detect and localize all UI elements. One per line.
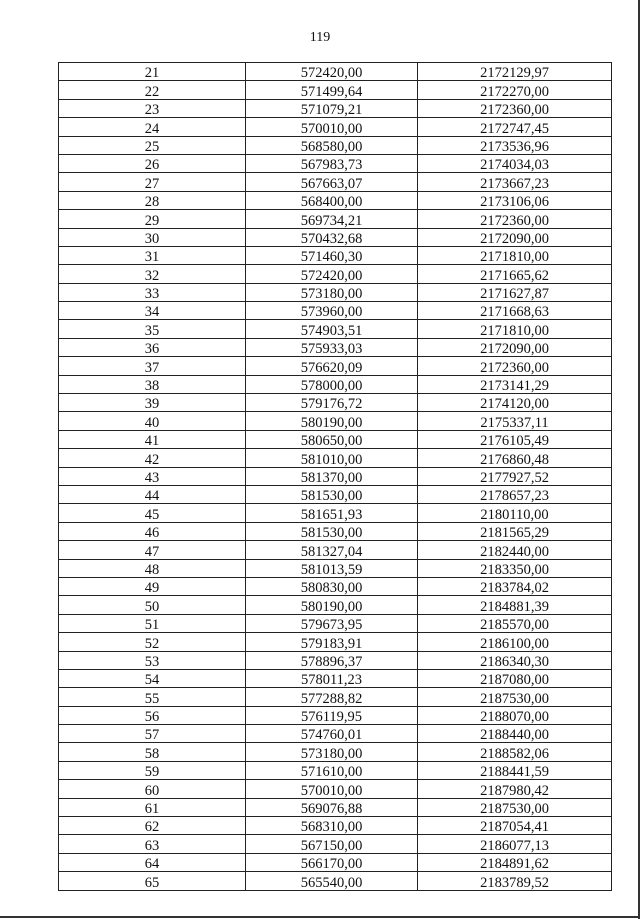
point-number-cell: 26: [59, 154, 246, 172]
table-row: [59, 246, 612, 264]
table-row: [59, 173, 612, 191]
table-row: [59, 835, 612, 853]
y-coordinate-cell: 2175337,11: [418, 412, 612, 430]
x-coordinate-cell: 576620,09: [246, 357, 418, 375]
x-coordinate-cell: 578011,23: [246, 669, 418, 687]
x-coordinate-cell: 573960,00: [246, 302, 418, 320]
x-coordinate-cell: 568310,00: [246, 817, 418, 835]
x-coordinate-cell: 580650,00: [246, 430, 418, 448]
y-coordinate-cell: 2173536,96: [418, 136, 612, 154]
table-row: [59, 541, 612, 559]
y-coordinate-cell: 2187054,41: [418, 817, 612, 835]
x-coordinate-cell: 566170,00: [246, 853, 418, 871]
point-number-cell: 31: [59, 246, 246, 264]
table-row: [59, 394, 612, 412]
point-number-cell: 56: [59, 706, 246, 724]
table-row: [59, 320, 612, 338]
point-number-cell: 50: [59, 596, 246, 614]
table-row: [59, 449, 612, 467]
x-coordinate-cell: 570010,00: [246, 780, 418, 798]
y-coordinate-cell: 2171810,00: [418, 320, 612, 338]
table-row: [59, 743, 612, 761]
x-coordinate-cell: 580190,00: [246, 596, 418, 614]
point-number-cell: 27: [59, 173, 246, 191]
x-coordinate-cell: 577288,82: [246, 688, 418, 706]
point-number-cell: 49: [59, 577, 246, 595]
point-number-cell: 59: [59, 761, 246, 779]
point-number-cell: 25: [59, 136, 246, 154]
x-coordinate-cell: 581530,00: [246, 522, 418, 540]
point-number-cell: 23: [59, 99, 246, 117]
table-row: [59, 780, 612, 798]
table-row: [59, 853, 612, 871]
y-coordinate-cell: 2172090,00: [418, 338, 612, 356]
table-row: [59, 633, 612, 651]
table-row: [59, 136, 612, 154]
point-number-cell: 39: [59, 394, 246, 412]
x-coordinate-cell: 579673,95: [246, 614, 418, 632]
table-row: [59, 688, 612, 706]
x-coordinate-cell: 580190,00: [246, 412, 418, 430]
y-coordinate-cell: 2176105,49: [418, 430, 612, 448]
point-number-cell: 46: [59, 522, 246, 540]
point-number-cell: 40: [59, 412, 246, 430]
point-number-cell: 30: [59, 228, 246, 246]
y-coordinate-cell: 2181565,29: [418, 522, 612, 540]
x-coordinate-cell: 571460,30: [246, 246, 418, 264]
point-number-cell: 33: [59, 283, 246, 301]
y-coordinate-cell: 2172360,00: [418, 357, 612, 375]
x-coordinate-cell: 573180,00: [246, 743, 418, 761]
y-coordinate-cell: 2171810,00: [418, 246, 612, 264]
table-row: [59, 669, 612, 687]
y-coordinate-cell: 2187980,42: [418, 780, 612, 798]
y-coordinate-cell: 2187530,00: [418, 798, 612, 816]
x-coordinate-cell: 581010,00: [246, 449, 418, 467]
table-row: [59, 614, 612, 632]
point-number-cell: 37: [59, 357, 246, 375]
table-row: [59, 798, 612, 816]
point-number-cell: 21: [59, 63, 246, 81]
y-coordinate-cell: 2173106,06: [418, 191, 612, 209]
y-coordinate-cell: 2187530,00: [418, 688, 612, 706]
x-coordinate-cell: 573180,00: [246, 283, 418, 301]
point-number-cell: 32: [59, 265, 246, 283]
point-number-cell: 52: [59, 633, 246, 651]
x-coordinate-cell: 565540,00: [246, 872, 418, 890]
table-row: [59, 706, 612, 724]
y-coordinate-cell: 2188441,59: [418, 761, 612, 779]
y-coordinate-cell: 2172747,45: [418, 118, 612, 136]
x-coordinate-cell: 569734,21: [246, 210, 418, 228]
table-row: [59, 559, 612, 577]
scan-edge-bottom: [0, 916, 640, 918]
x-coordinate-cell: 579183,91: [246, 633, 418, 651]
y-coordinate-cell: 2172270,00: [418, 81, 612, 99]
point-number-cell: 54: [59, 669, 246, 687]
x-coordinate-cell: 581370,00: [246, 467, 418, 485]
y-coordinate-cell: 2172360,00: [418, 99, 612, 117]
y-coordinate-cell: 2186077,13: [418, 835, 612, 853]
table-row: [59, 357, 612, 375]
point-number-cell: 47: [59, 541, 246, 559]
coordinates-table-body: [59, 63, 612, 891]
point-number-cell: 22: [59, 81, 246, 99]
x-coordinate-cell: 567663,07: [246, 173, 418, 191]
y-coordinate-cell: 2178657,23: [418, 485, 612, 503]
y-coordinate-cell: 2172129,97: [418, 63, 612, 81]
point-number-cell: 43: [59, 467, 246, 485]
table-row: [59, 412, 612, 430]
y-coordinate-cell: 2183784,02: [418, 577, 612, 595]
x-coordinate-cell: 581530,00: [246, 485, 418, 503]
point-number-cell: 28: [59, 191, 246, 209]
table-row: [59, 596, 612, 614]
x-coordinate-cell: 569076,88: [246, 798, 418, 816]
point-number-cell: 53: [59, 651, 246, 669]
point-number-cell: 62: [59, 817, 246, 835]
point-number-cell: 55: [59, 688, 246, 706]
table-row: [59, 504, 612, 522]
y-coordinate-cell: 2188070,00: [418, 706, 612, 724]
x-coordinate-cell: 575933,03: [246, 338, 418, 356]
y-coordinate-cell: 2188582,06: [418, 743, 612, 761]
table-row: [59, 817, 612, 835]
x-coordinate-cell: 581651,93: [246, 504, 418, 522]
y-coordinate-cell: 2174120,00: [418, 394, 612, 412]
x-coordinate-cell: 580830,00: [246, 577, 418, 595]
y-coordinate-cell: 2173141,29: [418, 375, 612, 393]
table-row: [59, 522, 612, 540]
table-row: [59, 81, 612, 99]
x-coordinate-cell: 576119,95: [246, 706, 418, 724]
point-number-cell: 61: [59, 798, 246, 816]
point-number-cell: 60: [59, 780, 246, 798]
point-number-cell: 45: [59, 504, 246, 522]
page-number: 119: [309, 30, 331, 45]
point-number-cell: 38: [59, 375, 246, 393]
x-coordinate-cell: 574903,51: [246, 320, 418, 338]
point-number-cell: 63: [59, 835, 246, 853]
y-coordinate-cell: 2183350,00: [418, 559, 612, 577]
x-coordinate-cell: 570432,68: [246, 228, 418, 246]
table-row: [59, 338, 612, 356]
x-coordinate-cell: 567983,73: [246, 154, 418, 172]
point-number-cell: 48: [59, 559, 246, 577]
y-coordinate-cell: 2172090,00: [418, 228, 612, 246]
point-number-cell: 58: [59, 743, 246, 761]
y-coordinate-cell: 2183789,52: [418, 872, 612, 890]
table-row: [59, 375, 612, 393]
y-coordinate-cell: 2177927,52: [418, 467, 612, 485]
y-coordinate-cell: 2172360,00: [418, 210, 612, 228]
y-coordinate-cell: 2185570,00: [418, 614, 612, 632]
table-row: [59, 154, 612, 172]
x-coordinate-cell: 571499,64: [246, 81, 418, 99]
x-coordinate-cell: 572420,00: [246, 63, 418, 81]
x-coordinate-cell: 579176,72: [246, 394, 418, 412]
point-number-cell: 35: [59, 320, 246, 338]
point-number-cell: 34: [59, 302, 246, 320]
x-coordinate-cell: 578000,00: [246, 375, 418, 393]
x-coordinate-cell: 574760,01: [246, 725, 418, 743]
y-coordinate-cell: 2184881,39: [418, 596, 612, 614]
x-coordinate-cell: 567150,00: [246, 835, 418, 853]
x-coordinate-cell: 572420,00: [246, 265, 418, 283]
table-row: [59, 725, 612, 743]
table-row: [59, 265, 612, 283]
point-number-cell: 51: [59, 614, 246, 632]
table-row: [59, 191, 612, 209]
y-coordinate-cell: 2186100,00: [418, 633, 612, 651]
y-coordinate-cell: 2171627,87: [418, 283, 612, 301]
table-row: [59, 283, 612, 301]
point-number-cell: 65: [59, 872, 246, 890]
y-coordinate-cell: 2171665,62: [418, 265, 612, 283]
x-coordinate-cell: 571079,21: [246, 99, 418, 117]
y-coordinate-cell: 2176860,48: [418, 449, 612, 467]
y-coordinate-cell: 2182440,00: [418, 541, 612, 559]
x-coordinate-cell: 571610,00: [246, 761, 418, 779]
table-row: [59, 872, 612, 890]
point-number-cell: 41: [59, 430, 246, 448]
table-row: [59, 118, 612, 136]
table-row: [59, 467, 612, 485]
x-coordinate-cell: 568400,00: [246, 191, 418, 209]
y-coordinate-cell: 2184891,62: [418, 853, 612, 871]
table-row: [59, 99, 612, 117]
coordinates-table: [58, 62, 612, 891]
table-row: [59, 63, 612, 81]
y-coordinate-cell: 2186340,30: [418, 651, 612, 669]
x-coordinate-cell: 581327,04: [246, 541, 418, 559]
point-number-cell: 29: [59, 210, 246, 228]
y-coordinate-cell: 2173667,23: [418, 173, 612, 191]
x-coordinate-cell: 578896,37: [246, 651, 418, 669]
point-number-cell: 44: [59, 485, 246, 503]
table-row: [59, 430, 612, 448]
table-row: [59, 302, 612, 320]
point-number-cell: 57: [59, 725, 246, 743]
point-number-cell: 36: [59, 338, 246, 356]
table-row: [59, 210, 612, 228]
table-row: [59, 228, 612, 246]
x-coordinate-cell: 581013,59: [246, 559, 418, 577]
x-coordinate-cell: 568580,00: [246, 136, 418, 154]
y-coordinate-cell: 2180110,00: [418, 504, 612, 522]
table-row: [59, 651, 612, 669]
table-row: [59, 761, 612, 779]
y-coordinate-cell: 2187080,00: [418, 669, 612, 687]
y-coordinate-cell: 2188440,00: [418, 725, 612, 743]
table-row: [59, 577, 612, 595]
y-coordinate-cell: 2171668,63: [418, 302, 612, 320]
point-number-cell: 64: [59, 853, 246, 871]
x-coordinate-cell: 570010,00: [246, 118, 418, 136]
y-coordinate-cell: 2174034,03: [418, 154, 612, 172]
point-number-cell: 24: [59, 118, 246, 136]
point-number-cell: 42: [59, 449, 246, 467]
table-row: [59, 485, 612, 503]
